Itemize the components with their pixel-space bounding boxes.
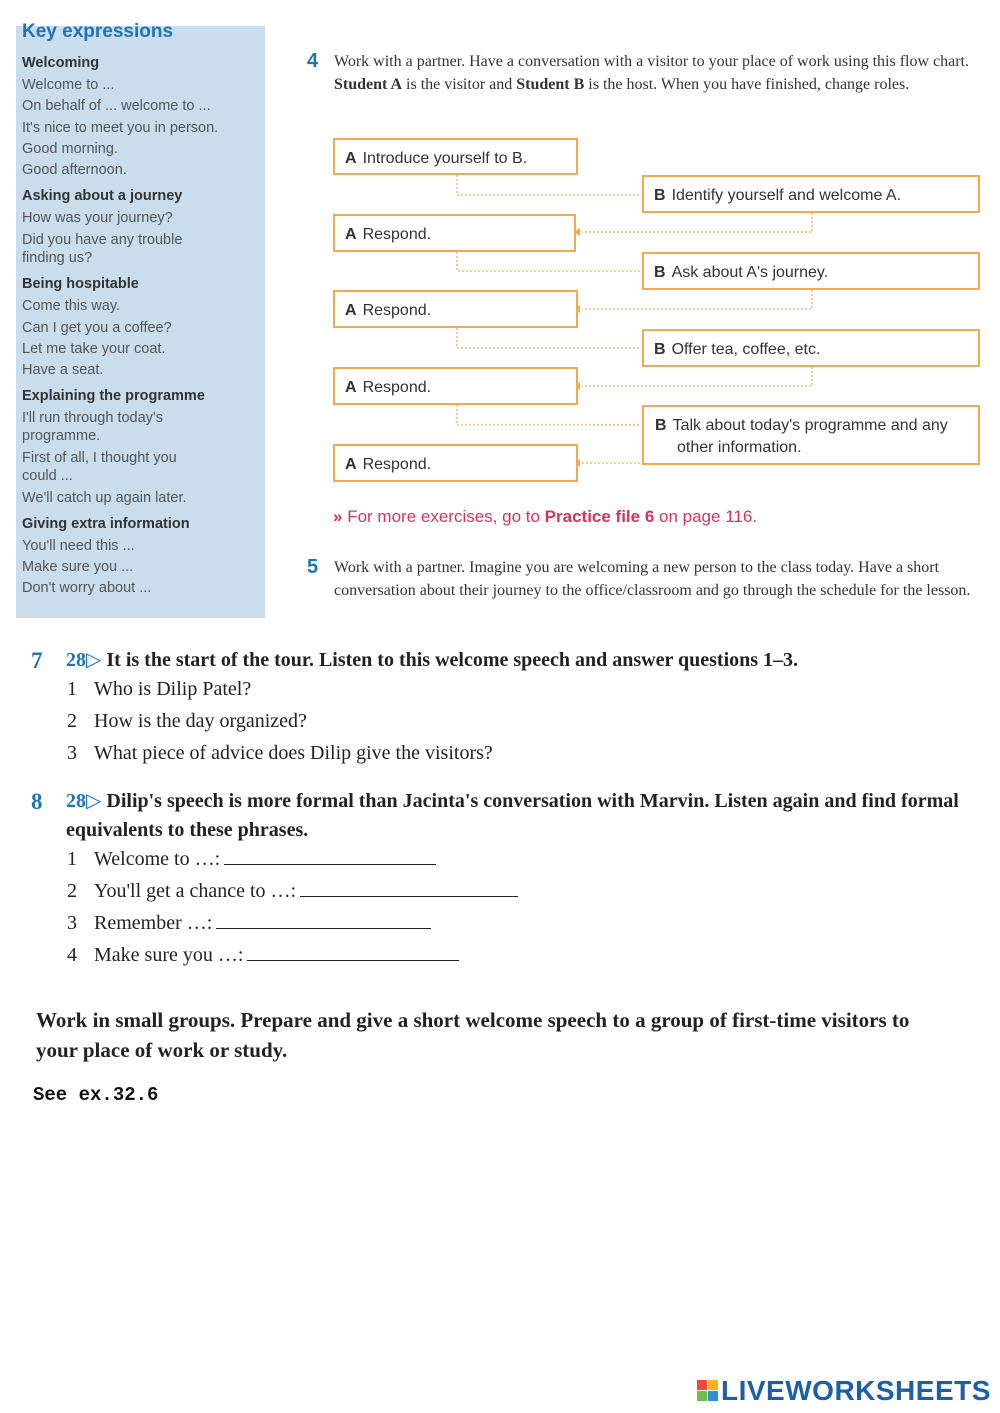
flow-box-b-programme: [642, 405, 980, 465]
expression-item: Come this way.: [22, 298, 121, 314]
section-heading: Welcoming: [22, 55, 100, 71]
role-label: B: [654, 264, 666, 281]
phrase-number: 2: [67, 880, 77, 902]
phrase-item: [67, 944, 459, 967]
question-text: How is the day organized?: [94, 710, 307, 732]
flow-box-b-offer: [642, 329, 980, 367]
flow-box-b-welcome: [642, 175, 980, 213]
flow-box-a-introduce: [333, 138, 578, 175]
connector: [457, 175, 640, 195]
flow-text: Respond.: [362, 226, 432, 243]
expression-item: I'll run through today's programme.: [22, 410, 163, 444]
flow-box-a-respond: [333, 214, 576, 252]
flow-text: Talk about today's programme and any other information.: [672, 417, 948, 456]
question-item: [67, 742, 493, 765]
answer-blank-4[interactable]: [247, 946, 459, 961]
flow-text: Respond.: [362, 302, 432, 319]
expression-item: It's nice to meet you in person.: [22, 120, 219, 136]
flow-text: Introduce yourself to B.: [362, 150, 528, 167]
role-label: A: [345, 150, 357, 167]
expression-item: On behalf of ... welcome to ...: [22, 98, 211, 114]
question-number: 3: [67, 742, 77, 764]
role-label: B: [654, 187, 666, 204]
question-item: [67, 678, 251, 701]
phrase-text: Make sure you …:: [94, 944, 244, 966]
liveworksheets-logo-icon: [697, 1380, 719, 1402]
expression-item: Don't worry about ...: [22, 580, 152, 596]
connector: [582, 367, 812, 386]
question-number: 1: [67, 678, 77, 700]
see-note: See ex.32.6: [33, 1084, 159, 1106]
ex4-text-3: is the host. When you have finished, change roles.: [584, 75, 910, 93]
flow-text: Respond.: [362, 379, 432, 396]
role-label: A: [345, 379, 357, 396]
question-number: 2: [67, 710, 77, 732]
key-expressions-title: Key expressions: [22, 21, 174, 42]
role-label: A: [345, 226, 357, 243]
ex4-student-b: Student B: [516, 75, 585, 93]
double-chevron-icon: »: [333, 507, 343, 526]
practice-file-link[interactable]: Practice file 6: [544, 507, 655, 526]
role-label: A: [345, 456, 357, 473]
practice-post: on page 116.: [654, 507, 758, 526]
role-label: A: [345, 302, 357, 319]
expression-item: Welcome to ...: [22, 77, 115, 93]
exercise-5-number: 5: [307, 556, 319, 578]
exercise-7-number: 7: [31, 648, 43, 673]
expression-item: Good morning.: [22, 141, 118, 157]
expression-item: You'll need this ...: [22, 538, 135, 554]
expression-item: Have a seat.: [22, 362, 104, 378]
phrase-item: [67, 880, 518, 903]
expression-item: Make sure you ...: [22, 559, 134, 575]
section-heading: Being hospitable: [22, 276, 139, 292]
connector: [457, 405, 640, 425]
phrase-number: 3: [67, 912, 77, 934]
question-item: [67, 710, 307, 733]
section-heading: Asking about a journey: [22, 188, 183, 204]
connector: [582, 213, 812, 232]
flow-text: Respond.: [362, 456, 432, 473]
ex4-student-a: Student A: [334, 75, 403, 93]
practice-file-reference: [333, 507, 757, 527]
flow-text: Offer tea, coffee, etc.: [671, 341, 821, 358]
exercise-5-instructions: Work with a partner. Imagine you are welcoming a new person to the class today. Have a short conversation about their journey to the office/classroom and go through the schedule for the lesson.: [334, 559, 971, 599]
question-text: Who is Dilip Patel?: [94, 678, 252, 700]
flow-box-a-respond: [333, 290, 578, 328]
answer-blank-3[interactable]: [216, 914, 431, 929]
expression-item: First of all, I thought you could ...: [22, 450, 177, 484]
phrase-number: 4: [67, 944, 77, 966]
answer-blank-1[interactable]: [224, 850, 436, 865]
expression-item: Let me take your coat.: [22, 341, 166, 357]
exercise-4-number: 4: [307, 50, 319, 72]
phrase-item: [67, 848, 436, 871]
audio-track-icon[interactable]: 28▷: [66, 790, 102, 812]
answer-blank-2[interactable]: [300, 882, 518, 897]
exercise-8-number: 8: [31, 789, 43, 814]
phrase-text: You'll get a chance to …:: [94, 880, 297, 902]
section-heading: Giving extra information: [22, 516, 190, 532]
expression-item: Did you have any trouble finding us?: [22, 232, 183, 266]
brand-text: LIVEWORKSHEETS: [721, 1375, 991, 1406]
exercise-7-heading: [31, 646, 966, 675]
connector: [582, 290, 812, 309]
phrase-text: Remember …:: [94, 912, 213, 934]
ex4-text-2: is the visitor and: [402, 75, 517, 93]
expression-item: We'll catch up again later.: [22, 490, 187, 506]
section-heading: Explaining the programme: [22, 388, 205, 404]
liveworksheets-brand: [697, 1375, 991, 1407]
ex4-text-1: Work with a partner. Have a conversation with a visitor to your place of work using this flow chart.: [334, 53, 969, 70]
role-label: B: [655, 417, 667, 434]
phrase-number: 1: [67, 848, 77, 870]
exercise-8-heading: [31, 787, 966, 845]
connector: [457, 328, 640, 348]
exercise-8-instruction: Dilip's speech is more formal than Jacinta's conversation with Marvin. Listen again and find formal equivalents to these phrases.: [66, 790, 959, 841]
expression-item: Can I get you a coffee?: [22, 320, 172, 336]
flow-box-a-respond: [333, 367, 578, 405]
practice-pre: For more exercises, go to: [347, 507, 545, 526]
phrase-text: Welcome to …:: [94, 848, 221, 870]
expression-item: How was your journey?: [22, 210, 173, 226]
flow-text: Identify yourself and welcome A.: [671, 187, 902, 204]
audio-track-icon[interactable]: 28▷: [66, 649, 102, 671]
exercise-7-instruction: It is the start of the tour. Listen to this welcome speech and answer questions 1–3.: [106, 649, 799, 671]
question-text: What piece of advice does Dilip give the visitors?: [94, 742, 493, 764]
flow-box-a-respond: [333, 444, 578, 482]
role-label: B: [654, 341, 666, 358]
flow-text: Ask about A's journey.: [671, 264, 829, 281]
flow-box-b-journey: [642, 252, 980, 290]
phrase-item: [67, 912, 431, 935]
expression-item: Good afternoon.: [22, 162, 127, 178]
connector: [457, 252, 640, 271]
group-task: Work in small groups. Prepare and give a short welcome speech to a group of first-time visitors to your place of work or study.: [36, 1008, 910, 1062]
